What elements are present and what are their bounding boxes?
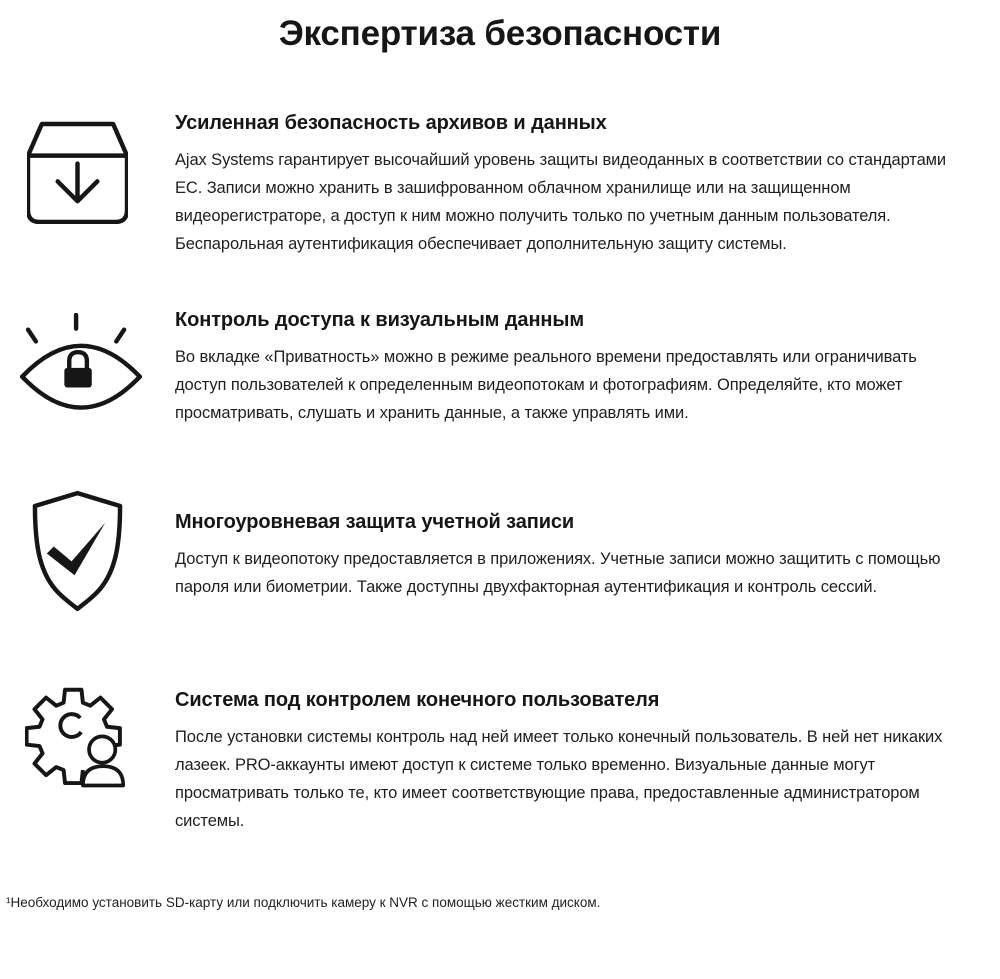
feature-heading: Контроль доступа к визуальным данным	[175, 309, 585, 331]
feature-heading: Усиленная безопасность архивов и данных	[175, 112, 607, 134]
secure-archive-download-icon	[27, 119, 128, 224]
feature-section-end-user-control	[175, 687, 953, 835]
feature-heading: Система под контролем конечного пользователя	[175, 689, 660, 711]
feature-body: После установки системы контроль над ней имеет только конечный пользователь. В ней нет никаких лазеек. PRO-аккаунты имеют доступ к системе только временно. Визуальные данные могут просматривать только те, кто имеет соответствующие права, предоставленные администратором системы.	[175, 728, 943, 830]
page-title: Экспертиза безопасности	[278, 14, 722, 53]
feature-section-archive-security	[175, 110, 953, 258]
feature-heading: Многоуровневая защита учетной записи	[175, 511, 575, 533]
shield-check-icon	[30, 489, 125, 614]
feature-body: Доступ к видеопотоку предоставляется в приложениях. Учетные записи можно защитить с помощью пароля или биометрии. Также доступны двухфакторная аутентификация и контроль сессий.	[175, 550, 941, 596]
feature-body: Ajax Systems гарантирует высочайший уровень защиты видеоданных в соответствии со стандартами ЕС. Записи можно хранить в зашифрованном облачном хранилище или на защищенном видеорегистраторе, а доступ к ним можно получить только по учетным данным пользователя. Беспарольная аутентификация обеспечивает дополнительную защиту системы.	[175, 151, 947, 253]
gear-user-icon	[25, 682, 125, 789]
privacy-eye-lock-icon	[20, 313, 142, 411]
feature-section-visual-access	[175, 307, 953, 427]
feature-body: Во вкладке «Приватность» можно в режиме реального времени предоставлять или ограничивать доступ пользователей к определенным видеопотокам и фотографиям. Определяйте, кто может просматривать, слушать и хранить данные, а также управлять ими.	[175, 348, 917, 422]
feature-section-account-protection	[175, 509, 953, 601]
footnote: ¹Необходимо установить SD-карту или подключить камеру к NVR с помощью жестким диском.	[6, 895, 601, 910]
